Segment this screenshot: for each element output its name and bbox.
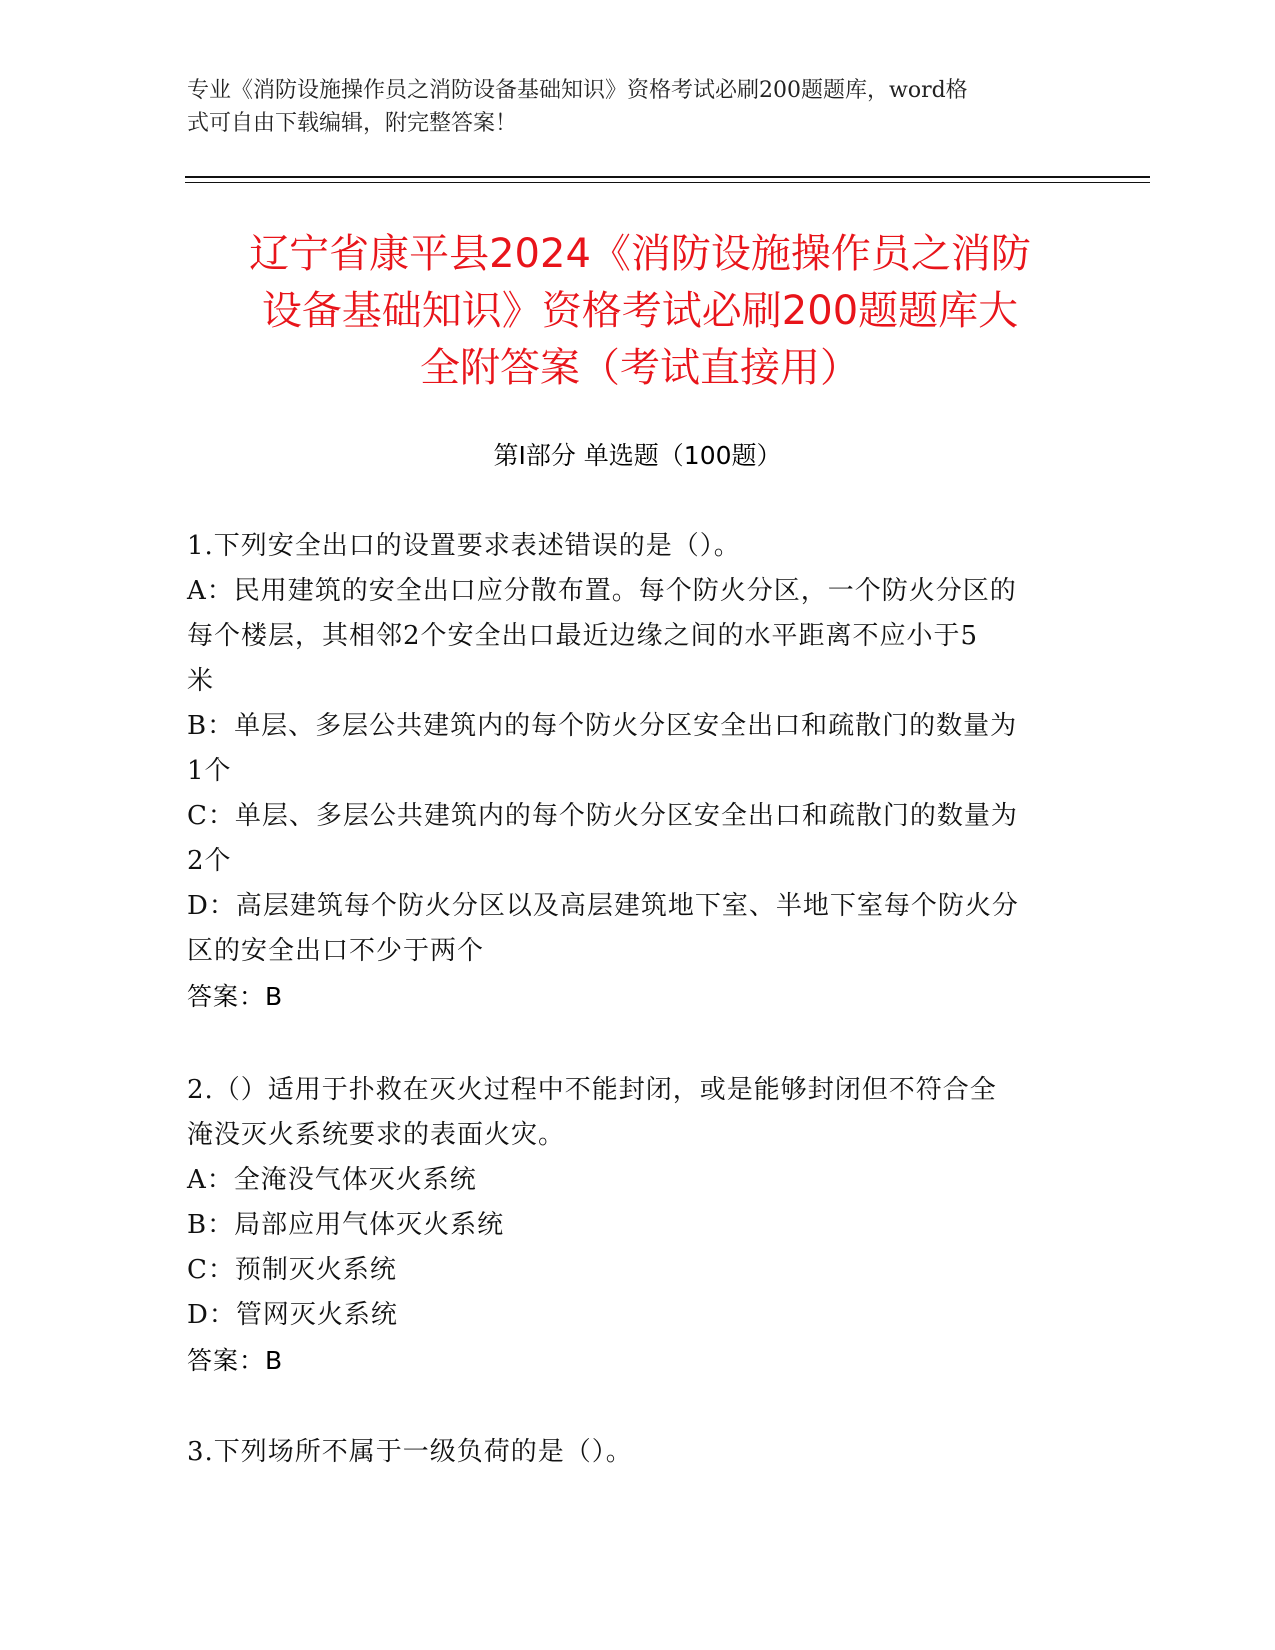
- option-line: D：高层建筑每个防火分区以及高层建筑地下室、半地下室每个防火分: [187, 891, 1019, 921]
- question-stem: 淹没灭火系统要求的表面火灾。: [187, 1120, 566, 1150]
- question-1: [187, 524, 1067, 1019]
- option-d: [187, 884, 1067, 974]
- option-line: B：单层、多层公共建筑内的每个防火分区安全出口和疏散门的数量为: [187, 711, 1018, 741]
- question-3: [187, 1430, 1067, 1475]
- option-line: 1个: [187, 756, 232, 786]
- question-stem: 1.下列安全出口的设置要求表述错误的是（）。: [187, 531, 741, 561]
- header-note: [187, 74, 1067, 140]
- option-line: 每个楼层，其相邻2个安全出口最近边缘之间的水平距离不应小于5: [187, 621, 979, 651]
- option-c: [187, 794, 1067, 884]
- header-note-line: 式可自由下载编辑，附完整答案！: [187, 111, 518, 136]
- option-line: 2个: [187, 846, 232, 876]
- answer-label: 答案：B: [187, 982, 284, 1011]
- option-line: 区的安全出口不少于两个: [187, 936, 485, 966]
- title-line: 全附答案（考试直接用）: [420, 345, 860, 391]
- option-a: [187, 569, 1067, 704]
- title-line: 设备基础知识》资格考试必刷200题题库大: [261, 288, 1019, 334]
- option-b: [187, 704, 1067, 794]
- question-stem: 2.（）适用于扑救在灭火过程中不能封闭，或是能够封闭但不符合全: [187, 1075, 997, 1105]
- option-line: A：民用建筑的安全出口应分散布置。每个防火分区，一个防火分区的: [187, 576, 1017, 606]
- header-divider-thick: [185, 176, 1150, 178]
- header-note-line: 专业《消防设施操作员之消防设备基础知识》资格考试必刷200题题库，word格: [187, 78, 968, 103]
- option-line: C：单层、多层公共建筑内的每个防火分区安全出口和疏散门的数量为: [187, 801, 1018, 831]
- question-stem: 3.下列场所不属于一级负荷的是（）。: [187, 1437, 633, 1467]
- option-a: A：全淹没气体灭火系统: [187, 1165, 477, 1195]
- answer-label: 答案：B: [187, 1346, 284, 1375]
- title-line: 辽宁省康平县2024《消防设施操作员之消防: [249, 231, 1031, 277]
- option-c: C：预制灭火系统: [187, 1255, 397, 1285]
- section-heading: 第Ⅰ部分 单选题（100题）: [493, 441, 782, 470]
- question-2: [187, 1068, 1067, 1383]
- header-divider-thin: [185, 182, 1150, 183]
- option-d: D：管网灭火系统: [187, 1300, 398, 1330]
- document-title: [190, 226, 1090, 397]
- option-b: B：局部应用气体灭火系统: [187, 1210, 505, 1240]
- option-line: 米: [187, 666, 215, 696]
